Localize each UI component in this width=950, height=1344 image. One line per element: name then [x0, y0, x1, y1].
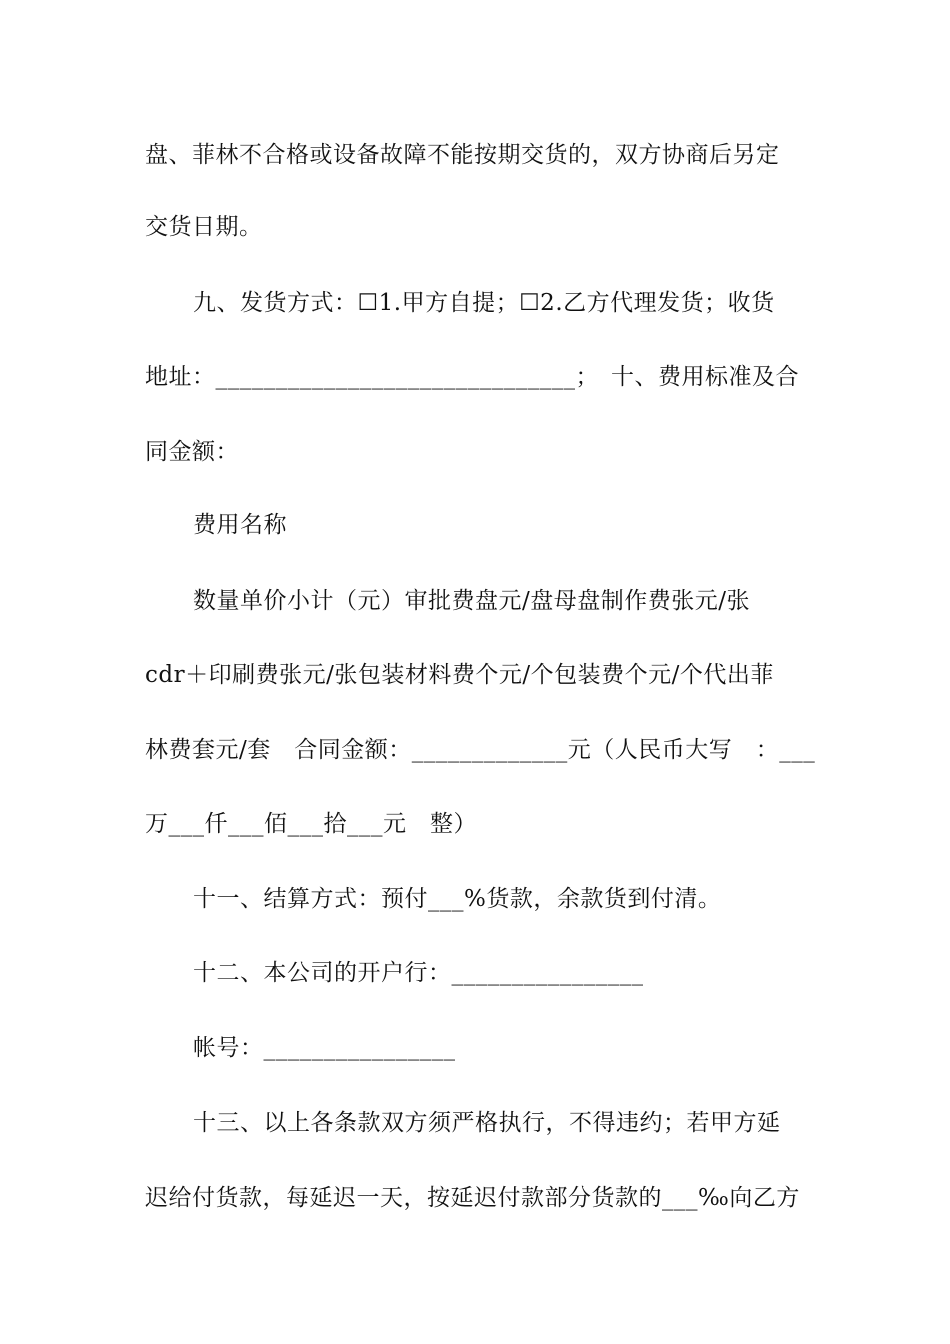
paragraph-line: 迟给付货款，每延迟一天，按延迟付款部分货款的___‰向乙方: [145, 1185, 800, 1211]
amount-in-words-line: 万___仟___佰___拾___元 整）: [145, 811, 477, 837]
settlement-method-line: 十一、结算方式：预付___%货款，余款货到付清。: [193, 886, 722, 912]
paragraph-line: 交货日期。: [145, 214, 263, 240]
paragraph-line: 同金额：: [145, 439, 239, 465]
fee-details-line: 数量单价小计（元）审批费盘元/盘母盘制作费张元/张: [193, 588, 750, 614]
address-line: 地址：______________________________； 十、费用标准及合: [145, 364, 799, 390]
bank-line: 十二、本公司的开户行：________________: [193, 960, 644, 986]
fee-details-line: cdr＋印刷费张元/张包装材料费个元/个包装费个元/个代出菲: [145, 662, 774, 688]
fee-heading: 费用名称: [193, 512, 287, 538]
account-number-line: 帐号：________________: [193, 1035, 456, 1061]
contract-amount-line: 林费套元/套 合同金额：_____________元（人民币大写 ：___: [145, 737, 816, 763]
paragraph-line: 盘、菲林不合格或设备故障不能按期交货的，双方协商后另定: [145, 142, 780, 168]
paragraph-line: 十三、以上各条款双方须严格执行，不得违约；若甲方延: [193, 1110, 781, 1136]
shipping-method-line: 九、发货方式：☐1.甲方自提；☐2.乙方代理发货；收货: [193, 290, 775, 316]
